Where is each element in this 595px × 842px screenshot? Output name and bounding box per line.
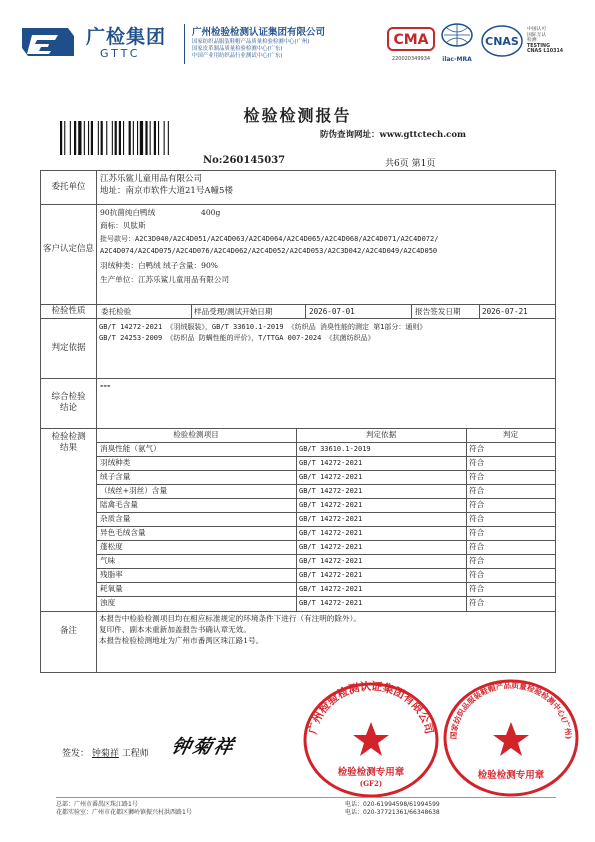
- result-basis: GB/T 14272-2021: [299, 501, 363, 509]
- footer-divider: [56, 797, 556, 798]
- divider: [96, 456, 555, 457]
- report-number: No:260145037: [203, 155, 286, 166]
- divider: [191, 304, 192, 318]
- barcode-bar: [60, 121, 62, 155]
- barcode-bar: [129, 121, 131, 155]
- issue-date-label: 报告签发日期: [415, 307, 461, 316]
- product-name: 90抗菌纯白鸭绒: [100, 208, 156, 217]
- barcode-bar: [145, 121, 147, 155]
- conclusion-value: ---: [100, 381, 111, 391]
- barcode-bar: [84, 121, 85, 155]
- conclusion-label: 结论: [59, 403, 77, 413]
- footer-phone: 电话：020-61994598/61994599: [345, 801, 440, 808]
- footer-hd-address: 广州市花都区狮岭镇振兴村洪西路1号: [92, 809, 192, 816]
- barcode-bar: [70, 121, 71, 155]
- barcode-bar: [106, 121, 107, 155]
- divider: [41, 378, 555, 379]
- divider: [96, 582, 555, 583]
- barcode-bar: [112, 121, 113, 155]
- remarks-line: 本报告检验检测地址为广州市番禺区珠江路1号。: [99, 636, 264, 645]
- divider: [41, 428, 555, 429]
- cnas-label: CNAS: [485, 35, 519, 48]
- institute-line: 国家纺织品服装鞋帽产品质量检验检测中心(广州): [192, 39, 310, 45]
- basis-line: GB/T 14272-2021 《羽绒服装》，GB/T 33610.1-2019 《纺织品 消臭性能的测定 第1部分：通则》: [99, 323, 427, 331]
- signature-label: 签发：: [62, 749, 90, 759]
- divider: [96, 596, 555, 597]
- result-item: 陆禽毛含量: [100, 500, 138, 509]
- cnas-icon: [480, 24, 524, 58]
- results-header-basis: 判定依据: [365, 430, 397, 439]
- ilac-icon: [438, 22, 476, 52]
- result-item: 气味: [100, 556, 116, 565]
- down-type: 羽绒种类：白鸭绒 绒子含量：90%: [100, 261, 219, 270]
- barcode-bar: [140, 121, 143, 155]
- official-seal: [298, 680, 444, 800]
- barcode-bar: [101, 121, 103, 155]
- ilac-label: ilac-MRA: [442, 56, 472, 63]
- result-item: 耗氧量: [100, 584, 123, 593]
- result-verdict: 符合: [469, 458, 485, 467]
- signatory-title: 工程师: [121, 749, 149, 759]
- receive-date: 2026-07-01: [309, 307, 355, 316]
- result-verdict: 符合: [469, 444, 485, 453]
- result-item: 残脂率: [100, 570, 123, 579]
- client-label: 委托单位: [51, 182, 86, 192]
- barcode-bar: [88, 121, 89, 155]
- result-basis: GB/T 14272-2021: [299, 585, 363, 593]
- divider: [96, 526, 555, 527]
- result-verdict: 符合: [469, 584, 485, 593]
- result-basis: GB/T 14272-2021: [299, 529, 363, 537]
- cnas-line: TESTING: [527, 43, 551, 49]
- producer: 生产单位：江苏乐鲨儿童用品有限公司: [100, 275, 230, 284]
- barcode-bar: [133, 121, 134, 155]
- logo-subtitle: GTTC: [100, 47, 141, 60]
- cnas-line: CNAS L10314: [527, 49, 564, 55]
- handwritten-signature: 钟菊祥: [169, 736, 238, 758]
- institute-title: 广州检验检测认证集团有限公司: [192, 27, 326, 38]
- barcode-bar: [137, 121, 138, 155]
- seal-text: 国家纺织品服装鞋帽产品质量检验检测中心(广州): [448, 680, 574, 740]
- divider: [96, 484, 555, 485]
- signatory: [62, 746, 149, 759]
- cma-label: CMA: [393, 32, 429, 48]
- cnas-line: 中国认可: [527, 27, 547, 32]
- result-item: 消臭性能（氨气）: [100, 444, 161, 453]
- divider: [96, 554, 555, 555]
- result-item: 浊度: [100, 598, 116, 607]
- divider: [41, 611, 555, 612]
- result-basis: GB/T 14272-2021: [299, 571, 363, 579]
- cma-icon: [386, 26, 436, 52]
- seal-center: 检验检测专用章: [477, 770, 545, 781]
- basis-line: GB/T 24253-2009 《纺织品 防螨性能的评价》，T/TTGA 007-2024 《抗菌纺织品》: [99, 334, 375, 342]
- footer-phone: 电话：020-37721361/66348638: [345, 809, 440, 816]
- barcode-bar: [115, 121, 117, 155]
- trademark: 商标：贝肽斯: [100, 221, 146, 230]
- result-basis: GB/T 14272-2021: [299, 557, 363, 565]
- cnas-line: 检测: [527, 38, 537, 44]
- result-basis: GB/T 14272-2021: [299, 459, 363, 467]
- verify-url: 防伪查询网址：www.gttctech.com: [320, 130, 467, 140]
- result-basis: GB/T 14272-2021: [299, 599, 363, 607]
- product-weight: 400g: [201, 208, 221, 217]
- barcode-bar: [123, 121, 124, 155]
- divider: [41, 318, 555, 319]
- barcode-bar: [91, 121, 93, 155]
- cnas-info: [527, 27, 563, 55]
- batch-numbers: A2C4D074/A2C4D075/A2C4D076/A2C4D062/A2C4D052/A2C4D053/A2C3D042/A2C4D049/A2C4D050: [100, 247, 438, 255]
- result-verdict: 符合: [469, 528, 485, 537]
- footer-hd-label: 花都实验室：: [56, 809, 93, 816]
- divider: [96, 442, 555, 443]
- barcode-bar: [119, 121, 121, 155]
- result-basis: GB/T 14272-2021: [299, 515, 363, 523]
- result-item: 异色毛绒含量: [100, 528, 146, 537]
- divider: [411, 304, 412, 318]
- result-item: 绒子含量: [100, 472, 131, 481]
- client-address: 地址：南京市软件大道21号A幢5楼: [100, 186, 233, 196]
- result-verdict: 符合: [469, 556, 485, 565]
- barcode-bar: [158, 121, 159, 155]
- divider: [41, 204, 555, 205]
- results-label: 检验检测: [51, 432, 86, 442]
- results-header-item: 检验检测项目: [173, 430, 219, 439]
- institute-line: 中国产业用纺织品行业测试中心(广东): [192, 53, 283, 59]
- page-count: 共6页 第1页: [385, 159, 436, 169]
- nature-value: 委托检验: [101, 307, 132, 316]
- batch-numbers: 批号款号：A2C3D040/A2C4D051/A2C4D063/A2C4D064/A2C4D065/A2C4D068/A2C4D071/A2C4D072/: [100, 235, 439, 243]
- result-item: 杂质含量: [100, 514, 131, 523]
- institute-line: 国家皮革制品质量检验检测中心(广东): [192, 46, 283, 52]
- barcode-bar: [64, 121, 65, 155]
- seal-code: (GF2): [359, 779, 383, 788]
- results-label: 结果: [59, 443, 77, 453]
- report-title: 检验检测报告: [243, 106, 352, 125]
- result-basis: GB/T 33610.1-2019: [299, 445, 371, 453]
- result-basis: GB/T 14272-2021: [299, 543, 363, 551]
- result-verdict: 符合: [469, 500, 485, 509]
- report-table: [40, 170, 556, 673]
- cma-number: 220020349934: [391, 56, 431, 62]
- result-verdict: 符合: [469, 472, 485, 481]
- barcode-bar: [74, 121, 76, 155]
- gttc-logo-icon: [18, 22, 76, 62]
- remarks-line: 复印件、副本未重新加盖报告书确认章无效。: [99, 625, 251, 634]
- divider: [96, 540, 555, 541]
- remarks-line: 本报告中检验检测项目均在相应标准规定的环境条件下进行（有注明的除外）。: [99, 614, 361, 623]
- cnas-badge: [480, 24, 524, 60]
- divider: [96, 512, 555, 513]
- barcode-bar: [168, 121, 169, 155]
- footer-hq-label: 总部：: [56, 801, 75, 808]
- remarks-label: 备注: [59, 626, 77, 636]
- divider: [305, 304, 306, 318]
- nature-label: 检验性质: [51, 306, 86, 316]
- divider: [96, 498, 555, 499]
- divider: [96, 470, 555, 471]
- divider: [479, 304, 480, 318]
- barcode-icon: [59, 121, 202, 155]
- results-header-result: 判定: [502, 430, 519, 439]
- signatory-name: 钟菊祥: [91, 749, 119, 759]
- result-basis: GB/T 14272-2021: [299, 473, 363, 481]
- footer-hq-address: 广州市番禺区珠江路1号: [74, 801, 138, 808]
- barcode-bar: [98, 121, 99, 155]
- result-verdict: 符合: [469, 542, 485, 551]
- header-divider: [184, 24, 185, 64]
- ilac-badge: [438, 22, 476, 62]
- result-basis: GB/T 14272-2021: [299, 487, 363, 495]
- barcode-bar: [154, 121, 156, 155]
- result-item: （绒丝+羽丝）含量: [100, 486, 168, 495]
- result-item: 蓬松度: [100, 542, 123, 551]
- result-verdict: 符合: [469, 598, 485, 607]
- logo-title: 广检集团: [86, 26, 167, 48]
- footer-huadu: [56, 807, 192, 816]
- barcode-bar: [164, 121, 165, 155]
- cnas-line: 国际互认: [527, 32, 547, 38]
- client-name: 江苏乐鲨儿童用品有限公司: [100, 174, 203, 184]
- official-seal: [440, 678, 582, 798]
- seal-center: 检验检测专用章: [337, 767, 405, 778]
- divider: [41, 304, 555, 305]
- barcode-bar: [150, 121, 151, 155]
- divider: [96, 568, 555, 569]
- customer-info-label: 客户认定信息: [43, 244, 95, 254]
- result-verdict: 符合: [469, 514, 485, 523]
- issue-date: 2026-07-21: [482, 307, 528, 316]
- basis-label: 判定依据: [51, 343, 86, 353]
- barcode-bar: [78, 121, 81, 155]
- seal-text: 广州检验检测认证集团有限公司: [306, 680, 436, 736]
- result-verdict: 符合: [469, 570, 485, 579]
- receive-date-label: 样品受理/测试开始日期: [194, 307, 273, 316]
- conclusion-label: 综合检验: [51, 392, 86, 402]
- cma-badge: [386, 26, 436, 60]
- result-item: 羽绒种类: [100, 458, 131, 467]
- result-verdict: 符合: [469, 486, 485, 495]
